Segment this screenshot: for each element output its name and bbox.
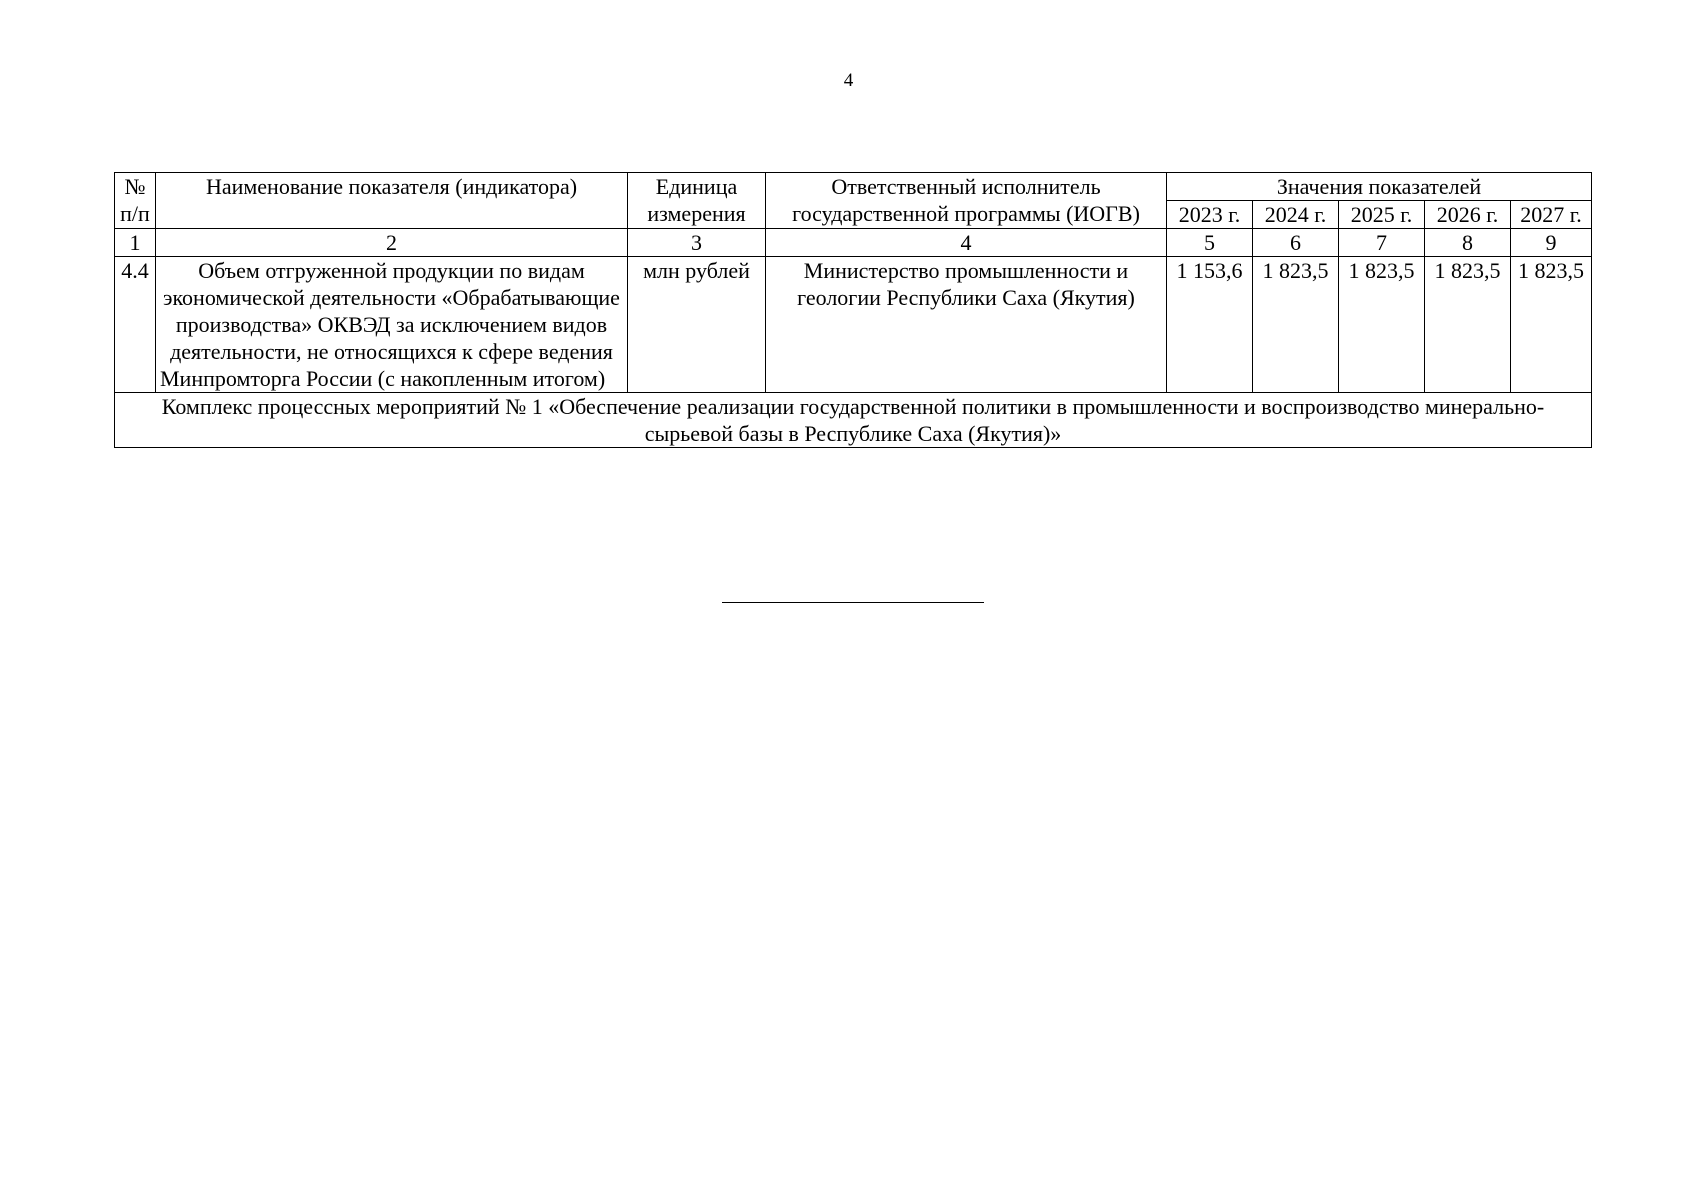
section-row [115, 393, 1592, 448]
indicator-name: Объем отгруженной продукции по видам экономической деятельности «Обрабатывающие производства» ОКВЭД за исключением видов деятельности, не относящихся к сфере ведения Минпромторга России (с накопленным итогом) [156, 257, 628, 393]
header-year: 2027 г. [1511, 201, 1592, 229]
value-2025: 1 823,5 [1339, 257, 1425, 393]
header-values-group: Значения показателей [1167, 173, 1592, 201]
column-number: 8 [1425, 229, 1511, 257]
column-number: 2 [156, 229, 628, 257]
executor: Министерство промышленности и геологии Республики Саха (Якутия) [766, 257, 1167, 393]
header-year: 2026 г. [1425, 201, 1511, 229]
header-executor: Ответственный исполнитель государственной программы (ИОГВ) [766, 173, 1167, 229]
column-number: 1 [115, 229, 156, 257]
section-title: Комплекс процессных мероприятий № 1 «Обеспечение реализации государственной политики в промышленности и воспроизводство минерально-сырьевой базы в Республике Саха (Якутия)» [115, 393, 1592, 448]
header-name: Наименование показателя (индикатора) [156, 173, 628, 229]
page-number: 4 [843, 70, 854, 91]
column-number: 3 [628, 229, 766, 257]
closing-line [722, 602, 984, 603]
column-number: 7 [1339, 229, 1425, 257]
header-unit: Единица измерения [628, 173, 766, 229]
table-row [115, 257, 1592, 393]
value-2024: 1 823,5 [1253, 257, 1339, 393]
value-2023: 1 153,6 [1167, 257, 1253, 393]
header-row-1 [115, 173, 1592, 201]
header-year: 2025 г. [1339, 201, 1425, 229]
header-year: 2023 г. [1167, 201, 1253, 229]
column-number: 6 [1253, 229, 1339, 257]
value-2026: 1 823,5 [1425, 257, 1511, 393]
column-number: 4 [766, 229, 1167, 257]
row-number: 4.4 [115, 257, 156, 393]
column-numbers-row [115, 229, 1592, 257]
value-2027: 1 823,5 [1511, 257, 1592, 393]
column-number: 9 [1511, 229, 1592, 257]
indicators-table [114, 172, 1592, 448]
column-number: 5 [1167, 229, 1253, 257]
header-year: 2024 г. [1253, 201, 1339, 229]
unit: млн рублей [628, 257, 766, 393]
header-num: № п/п [115, 173, 156, 229]
